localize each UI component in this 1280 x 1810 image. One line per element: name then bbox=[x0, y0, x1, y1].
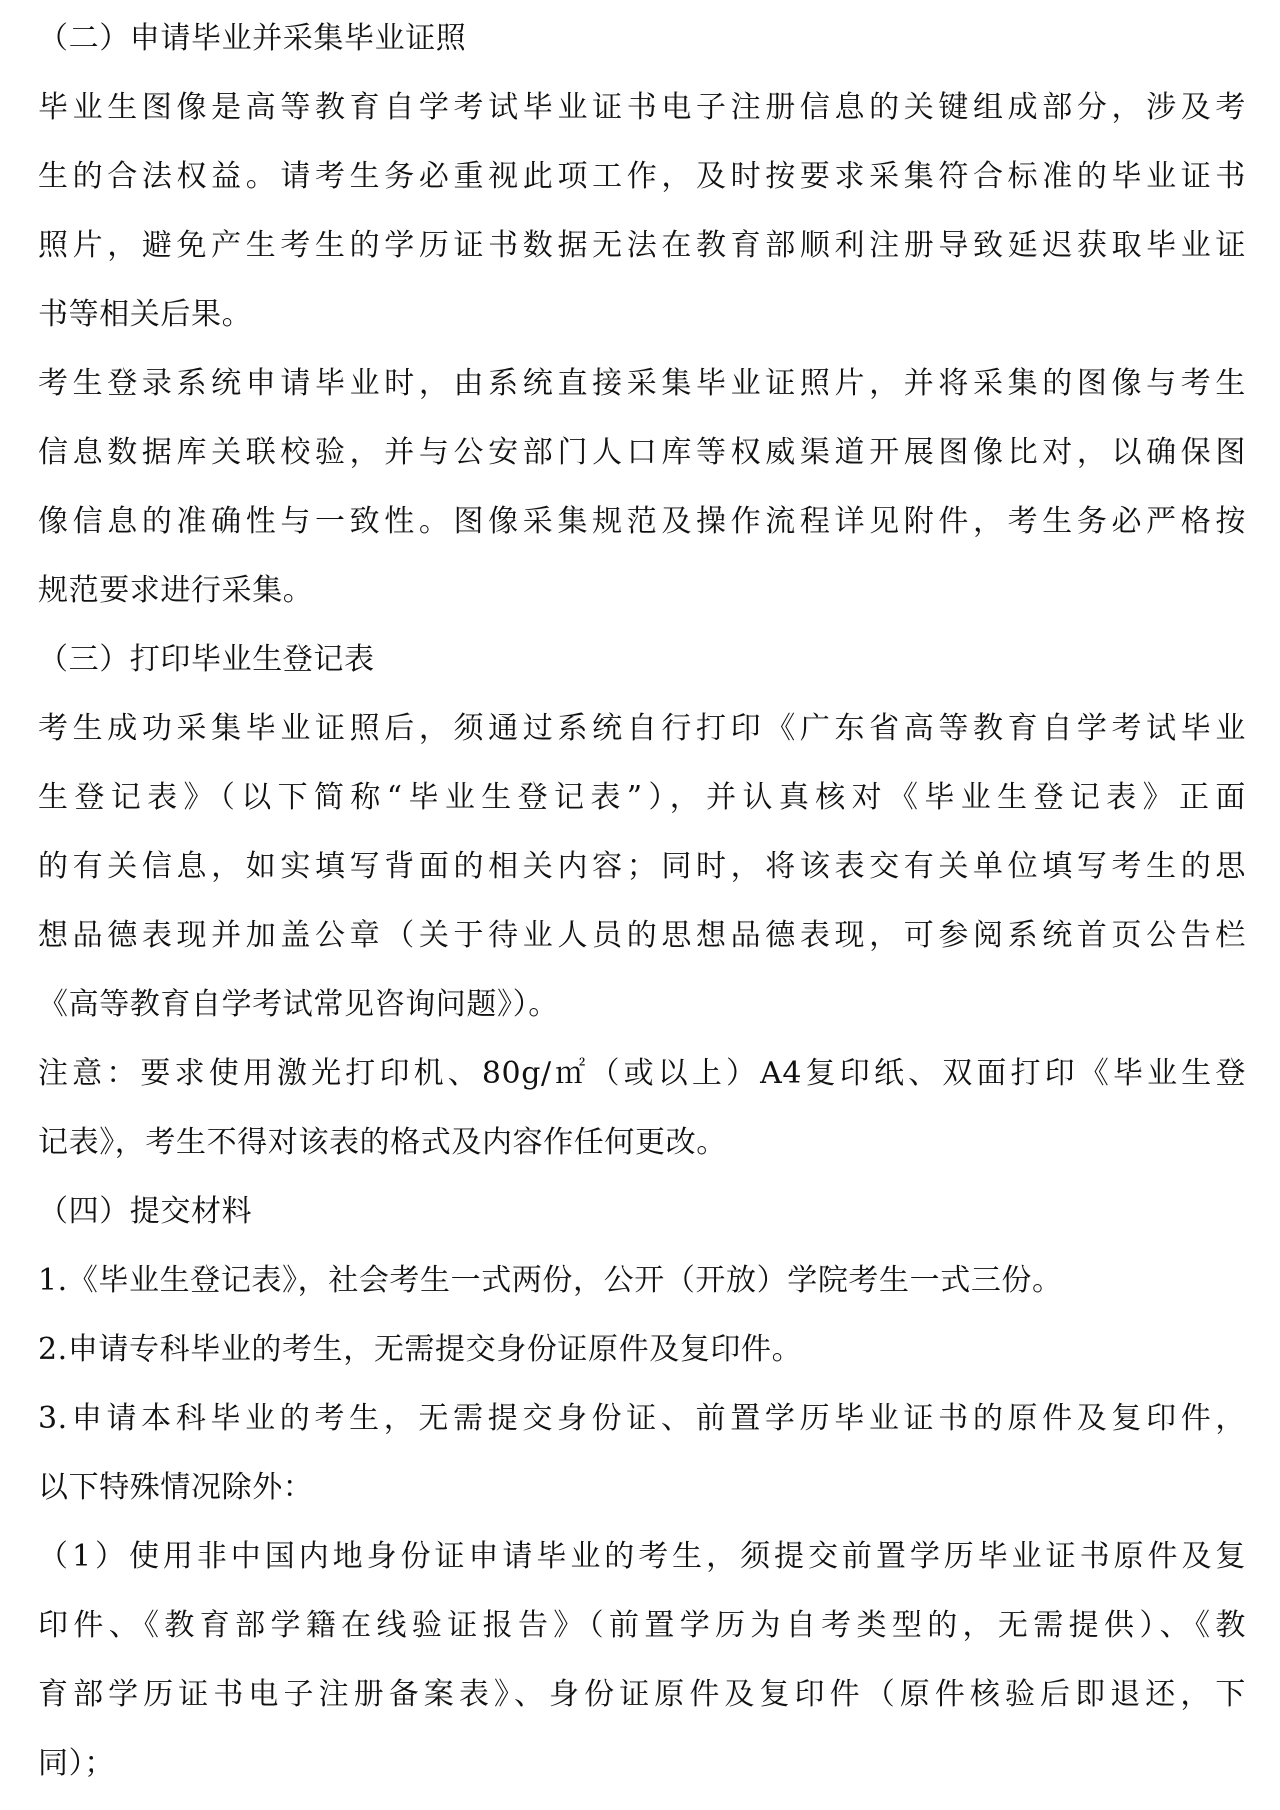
paragraph-line: 生的合法权益。请考生务必重视此项工作，及时按要求采集符合标准的毕业证书 bbox=[38, 159, 1246, 194]
paragraph-line: 《高等教育自学考试常见咨询问题》）。 bbox=[38, 987, 559, 1022]
paragraph-line: 照片，避免产生考生的学历证书数据无法在教育部顺利注册导致延迟获取毕业证 bbox=[38, 228, 1246, 263]
list-item: 以下特殊情况除外： bbox=[38, 1470, 314, 1505]
section-heading-submit-materials: （四）提交材料 bbox=[38, 1194, 253, 1229]
sub-list-item: 印件、《教育部学籍在线验证报告》（前置学历为自考类型的，无需提供）、《教 bbox=[38, 1608, 1246, 1643]
list-item: 1.《毕业生登记表》，社会考生一式两份，公开（开放）学院考生一式三份。 bbox=[38, 1263, 1063, 1298]
sub-list-item: 同）； bbox=[38, 1746, 115, 1781]
paragraph-line: 考生登录系统申请毕业时，由系统直接采集毕业证照片，并将采集的图像与考生 bbox=[38, 366, 1246, 401]
paragraph-line: 像信息的准确性与一致性。图像采集规范及操作流程详见附件，考生务必严格按 bbox=[38, 504, 1246, 539]
note-line: 记表》，考生不得对该表的格式及内容作任何更改。 bbox=[38, 1125, 727, 1160]
document-body bbox=[38, 4, 1246, 1798]
list-item: 3.申请本科毕业的考生，无需提交身份证、前置学历毕业证书的原件及复印件， bbox=[38, 1401, 1246, 1436]
paragraph-line: 规范要求进行采集。 bbox=[38, 573, 314, 608]
paragraph-line: 信息数据库关联校验，并与公安部门人口库等权威渠道开展图像比对，以确保图 bbox=[38, 435, 1246, 470]
note-line: 注意：要求使用激光打印机、80g/㎡（或以上）A4复印纸、双面打印《毕业生登 bbox=[38, 1056, 1246, 1091]
section-heading-print-form: （三）打印毕业生登记表 bbox=[38, 642, 375, 677]
paragraph-line: 生登记表》（以下简称“毕业生登记表”），并认真核对《毕业生登记表》正面 bbox=[38, 780, 1246, 815]
paragraph-line: 考生成功采集毕业证照后，须通过系统自行打印《广东省高等教育自学考试毕业 bbox=[38, 711, 1246, 746]
section-heading-apply-graduation: （二）申请毕业并采集毕业证照 bbox=[38, 21, 467, 56]
list-item: 2.申请专科毕业的考生，无需提交身份证原件及复印件。 bbox=[38, 1332, 803, 1367]
sub-list-item: （1）使用非中国内地身份证申请毕业的考生，须提交前置学历毕业证书原件及复 bbox=[38, 1539, 1246, 1574]
sub-list-item: 育部学历证书电子注册备案表》、身份证原件及复印件（原件核验后即退还，下 bbox=[38, 1677, 1246, 1712]
paragraph-line: 书等相关后果。 bbox=[38, 297, 253, 332]
paragraph-line: 毕业生图像是高等教育自学考试毕业证书电子注册信息的关键组成部分，涉及考 bbox=[38, 90, 1246, 125]
paragraph-line: 的有关信息，如实填写背面的相关内容；同时，将该表交有关单位填写考生的思 bbox=[38, 849, 1246, 884]
paragraph-line: 想品德表现并加盖公章（关于待业人员的思想品德表现，可参阅系统首页公告栏 bbox=[38, 918, 1246, 953]
